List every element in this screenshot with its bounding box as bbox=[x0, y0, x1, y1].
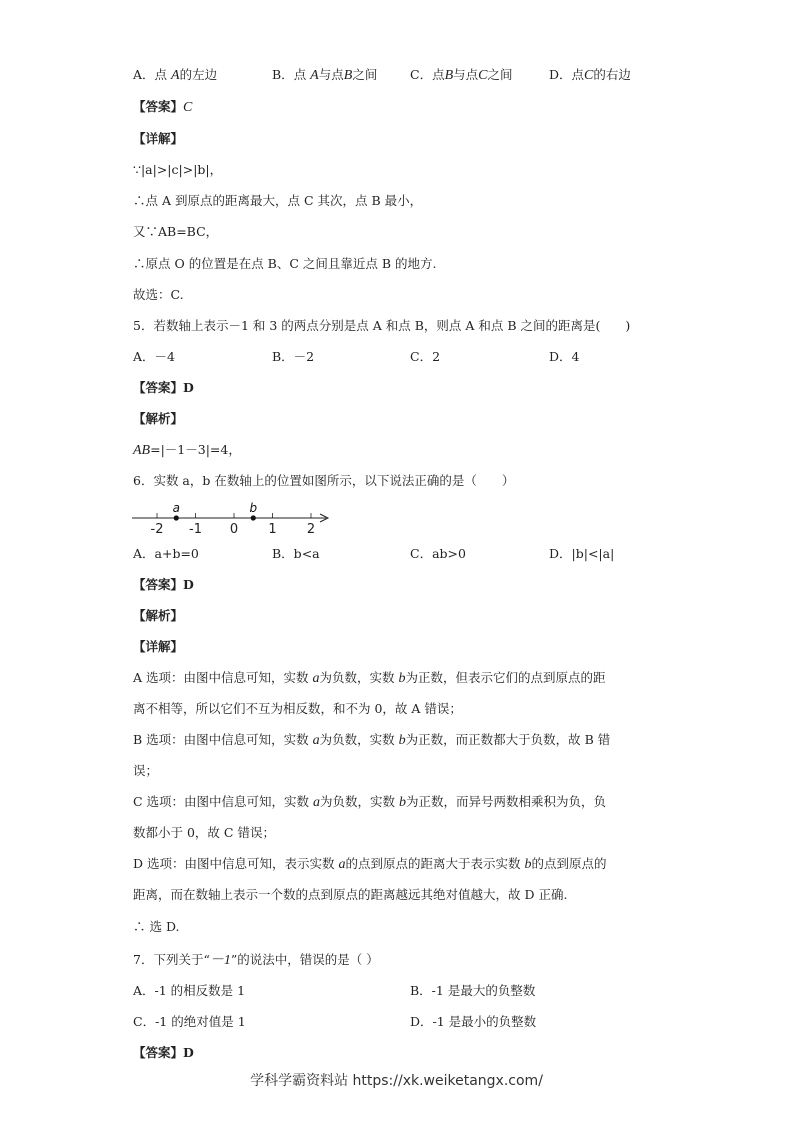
number-line-tick-label: 0 bbox=[229, 522, 239, 537]
q5-option-c: C．2 bbox=[410, 349, 441, 364]
q4-detail-label: 【详解】 bbox=[133, 131, 184, 146]
q6-explanation-line: C 选项：由图中信息可知，实数 a为负数，实数 b为正数，而异号两数相乘积为负，负 bbox=[133, 794, 607, 810]
q5-option-b: B．－2 bbox=[272, 349, 315, 364]
q7-answer: 【答案】D bbox=[133, 1045, 194, 1060]
q7-stem: 7．下列关于“－1”的说法中，错误的是（ ） bbox=[133, 952, 379, 968]
q4-option-b: B．点 A与点B之间 bbox=[272, 67, 378, 83]
q5-option-d: D．4 bbox=[549, 349, 580, 364]
point-a-label: a bbox=[172, 501, 180, 515]
q4-detail-line: ∴原点 O 的位置是在点 B、C 之间且靠近点 B 的地方. bbox=[133, 256, 437, 271]
q7-option-b: B．-1 是最大的负整数 bbox=[410, 983, 536, 998]
q4-detail-line: 又∵AB=BC， bbox=[133, 224, 219, 239]
q5-analysis-label: 【解析】 bbox=[133, 411, 184, 426]
q7-option-c: C．-1 的绝对值是 1 bbox=[133, 1014, 246, 1029]
q4-detail-line: ∴点 A 到原点的距离最大，点 C 其次，点 B 最小， bbox=[133, 193, 423, 208]
q6-answer: 【答案】D bbox=[133, 577, 194, 592]
number-line-tick-label: -2 bbox=[150, 522, 164, 537]
point-a-dot bbox=[174, 515, 179, 520]
q5-analysis: AB=|－1－3|=4， bbox=[133, 442, 241, 458]
q6-detail-label: 【详解】 bbox=[133, 639, 184, 654]
q6-explanation-line: ∴ 选 D. bbox=[133, 919, 180, 934]
q6-option-c: C．ab>0 bbox=[410, 546, 466, 561]
q5-option-a: A．－4 bbox=[133, 349, 175, 364]
number-line-tick-label: 1 bbox=[268, 522, 277, 537]
q5-answer: 【答案】D bbox=[133, 380, 194, 395]
q6-explanation-line: 数都小于 0，故 C 错误； bbox=[133, 825, 275, 840]
q6-explanation-line: 误； bbox=[133, 763, 159, 778]
q6-explanation-line: 离不相等，所以它们不互为相反数，和不为 0，故 A 错误； bbox=[133, 701, 462, 716]
q5-stem: 5．若数轴上表示－1 和 3 的两点分别是点 A 和点 B，则点 A 和点 B 之间的距离是( ) bbox=[133, 318, 631, 333]
q6-explanation-line: B 选项：由图中信息可知，实数 a为负数，实数 b为正数，而正数都大于负数，故 B 错 bbox=[133, 732, 611, 748]
q4-option-d: D．点C的右边 bbox=[549, 67, 631, 83]
q6-stem: 6．实数 a，b 在数轴上的位置如图所示，以下说法正确的是（ ） bbox=[133, 473, 515, 488]
q4-detail-line: ∵|a|>|c|>|b|， bbox=[133, 162, 223, 177]
number-line-figure bbox=[128, 498, 338, 538]
q4-detail-line: 故选：C. bbox=[133, 287, 184, 302]
q4-option-a: A．点 A的左边 bbox=[133, 67, 218, 83]
q6-option-d: D．|b|<|a| bbox=[549, 546, 615, 561]
q6-explanation-line: 距离，而在数轴上表示一个数的点到原点的距离越远其绝对值越大，故 D 正确. bbox=[133, 887, 568, 902]
point-b-dot bbox=[251, 515, 256, 520]
q7-option-a: A．-1 的相反数是 1 bbox=[133, 983, 246, 998]
q6-option-b: B．b<a bbox=[272, 546, 320, 561]
q4-answer: 【答案】C bbox=[133, 99, 193, 115]
q6-explanation-line: D 选项：由图中信息可知，表示实数 a的点到原点的距离大于表示实数 b的点到原点的 bbox=[133, 856, 607, 872]
q7-option-d: D．-1 是最小的负整数 bbox=[410, 1014, 537, 1029]
number-line-tick-label: -1 bbox=[189, 522, 202, 537]
number-line-tick-label: 2 bbox=[306, 522, 316, 537]
point-b-label: b bbox=[249, 501, 258, 515]
q4-option-c: C．点B与点C之间 bbox=[410, 67, 513, 83]
q6-option-a: A．a+b=0 bbox=[133, 546, 199, 561]
page-footer-watermark: 学科学霸资料站 https://xk.weiketangx.com/ bbox=[250, 1073, 543, 1089]
q6-explanation-line: A 选项：由图中信息可知，实数 a为负数，实数 b为正数，但表示它们的点到原点的距 bbox=[133, 670, 606, 686]
q6-analysis-label: 【解析】 bbox=[133, 608, 184, 623]
